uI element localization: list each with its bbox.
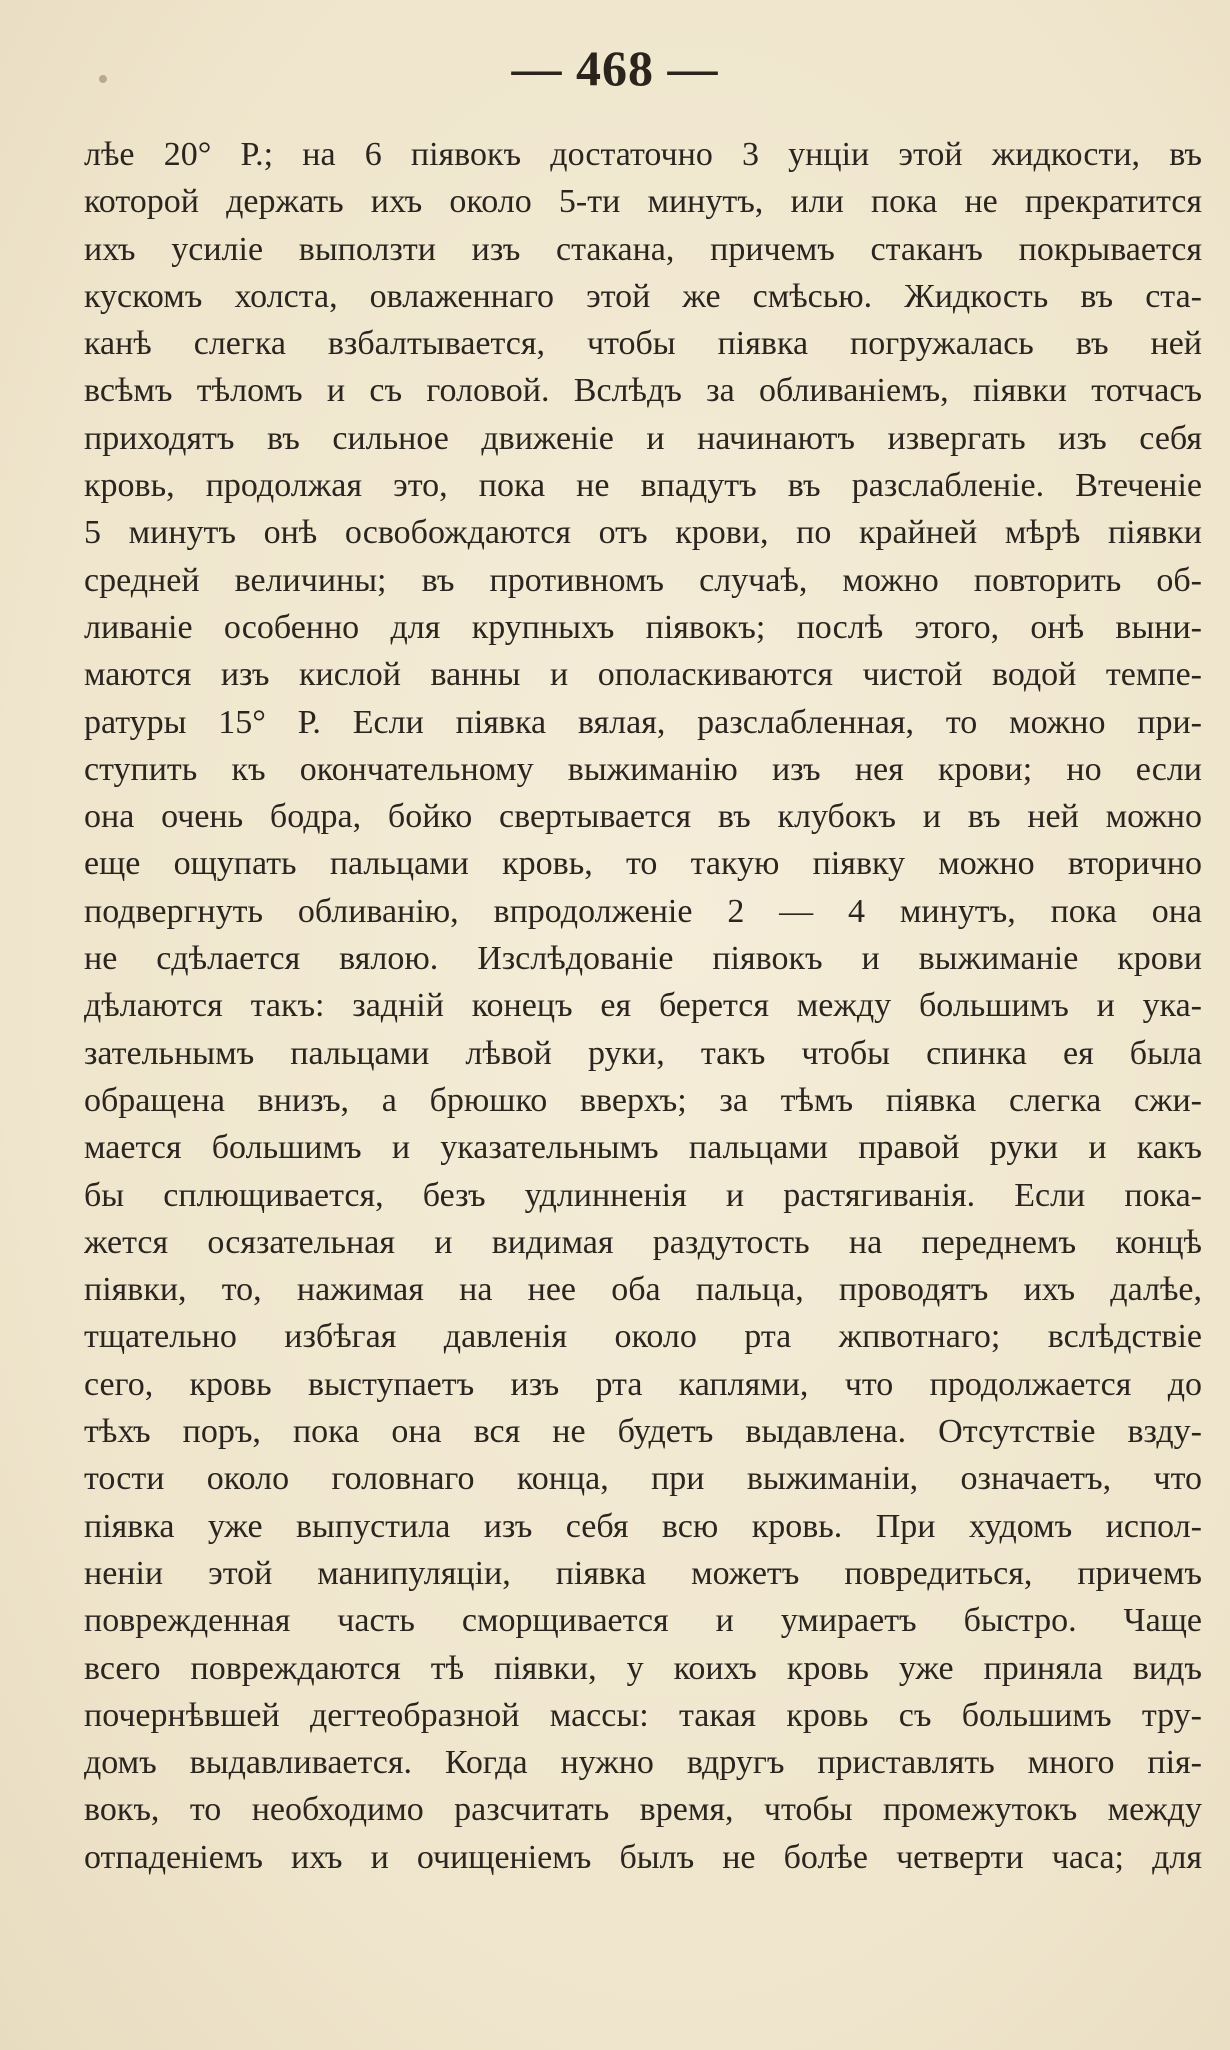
text-line: піявки, то, нажимая на нее оба пальца, проводятъ ихъ далѣе, [84,1271,1202,1309]
text-line: ихъ усиліе выползти изъ стакана, причемъ стаканъ покрывается [84,230,1202,268]
text-line: не сдѣлается вялою. Изслѣдованіе піявокъ и выжиманіе крови [84,940,1202,978]
text-line: зательнымъ пальцами лѣвой руки, такъ чтобы спинка ея была [84,1034,1202,1072]
text-line: тщательно избѣгая давленія около рта жпвотнаго; вслѣдствіе [84,1318,1202,1356]
text-line: мается большимъ и указательнымъ пальцами правой руки и какъ [84,1129,1202,1167]
text-line: ступить къ окончательному выжиманію изъ нея крови; но если [84,750,1202,788]
text-line: дѣлаются такъ: задній конецъ ея берется между большимъ и ука- [84,987,1202,1025]
text-line: бы сплющивается, безъ удлинненія и растягиванія. Если пока- [84,1176,1202,1214]
text-line: домъ выдавливается. Когда нужно вдругъ приставлять много пія- [84,1744,1202,1782]
text-line: которой держать ихъ около 5-ти минутъ, или пока не прекратится [84,183,1202,221]
text-line: маются изъ кислой ванны и ополаскиваются чистой водой темпе- [84,656,1202,694]
text-line: средней величины; въ противномъ случаѣ, можно повторить об- [84,561,1202,599]
text-line: вокъ, то необходимо разсчитать время, чтобы промежутокъ между [84,1791,1202,1829]
text-line: всѣмъ тѣломъ и съ головой. Вслѣдъ за обливаніемъ, піявки тотчасъ [84,372,1202,410]
text-line: піявка уже выпустила изъ себя всю кровь. При худомъ испол- [84,1507,1202,1545]
text-line: поврежденная часть сморщивается и умираетъ быстро. Чаще [84,1602,1202,1640]
text-line: тости около головнаго конца, при выжиманіи, означаетъ, что [84,1460,1202,1498]
text-line: сего, кровь выступаетъ изъ рта каплями, что продолжается до [84,1365,1202,1403]
page-number: — 468 — [511,40,719,96]
text-line: тѣхъ поръ, пока она вся не будетъ выдавлена. Отсутствіе взду- [84,1413,1202,1451]
text-line: 5 минутъ онѣ освобождаются отъ крови, по крайней мѣрѣ піявки [84,514,1202,552]
text-line: отпаденіемъ ихъ и очищеніемъ былъ не болѣе четверти часа; для [84,1838,1202,1876]
text-line: жется осязательная и видимая раздутость на переднемъ концѣ [84,1223,1202,1261]
text-line: ливаніе особенно для крупныхъ піявокъ; послѣ этого, онѣ выни- [84,608,1202,646]
text-line: неніи этой манипуляціи, піявка можетъ повредиться, причемъ [84,1554,1202,1592]
text-line: ратуры 15° Р. Если піявка вялая, разслабленная, то можно при- [84,703,1202,741]
text-line: она очень бодра, бойко свертывается въ клубокъ и въ ней можно [84,798,1202,836]
text-line: еще ощупать пальцами кровь, то такую піявку можно вторично [84,845,1202,883]
text-line: почернѣвшей дегтеобразной массы: такая кровь съ большимъ тру- [84,1696,1202,1734]
text-line: приходятъ въ сильное движеніе и начинаютъ извергать изъ себя [84,419,1202,457]
text-line: подвергнуть обливанію, впродолженіе 2 — 4 минутъ, пока она [84,892,1202,930]
text-line: кускомъ холста, овлаженнаго этой же смѣсью. Жидкость въ ста- [84,277,1202,315]
text-line: обращена внизъ, а брюшко вверхъ; за тѣмъ піявка слегка сжи- [84,1081,1202,1119]
text-line: канѣ слегка взбалтывается, чтобы піявка погружалась въ ней [84,325,1202,363]
text-line: всего повреждаются тѣ піявки, у коихъ кровь уже приняла видъ [84,1649,1202,1687]
text-line: лѣе 20° Р.; на 6 піявокъ достаточно 3 унціи этой жидкости, въ [84,136,1202,173]
body-text [84,131,1202,1881]
text-line: кровь, продолжая это, пока не впадутъ въ разслабленіе. Втеченіе [84,467,1202,505]
